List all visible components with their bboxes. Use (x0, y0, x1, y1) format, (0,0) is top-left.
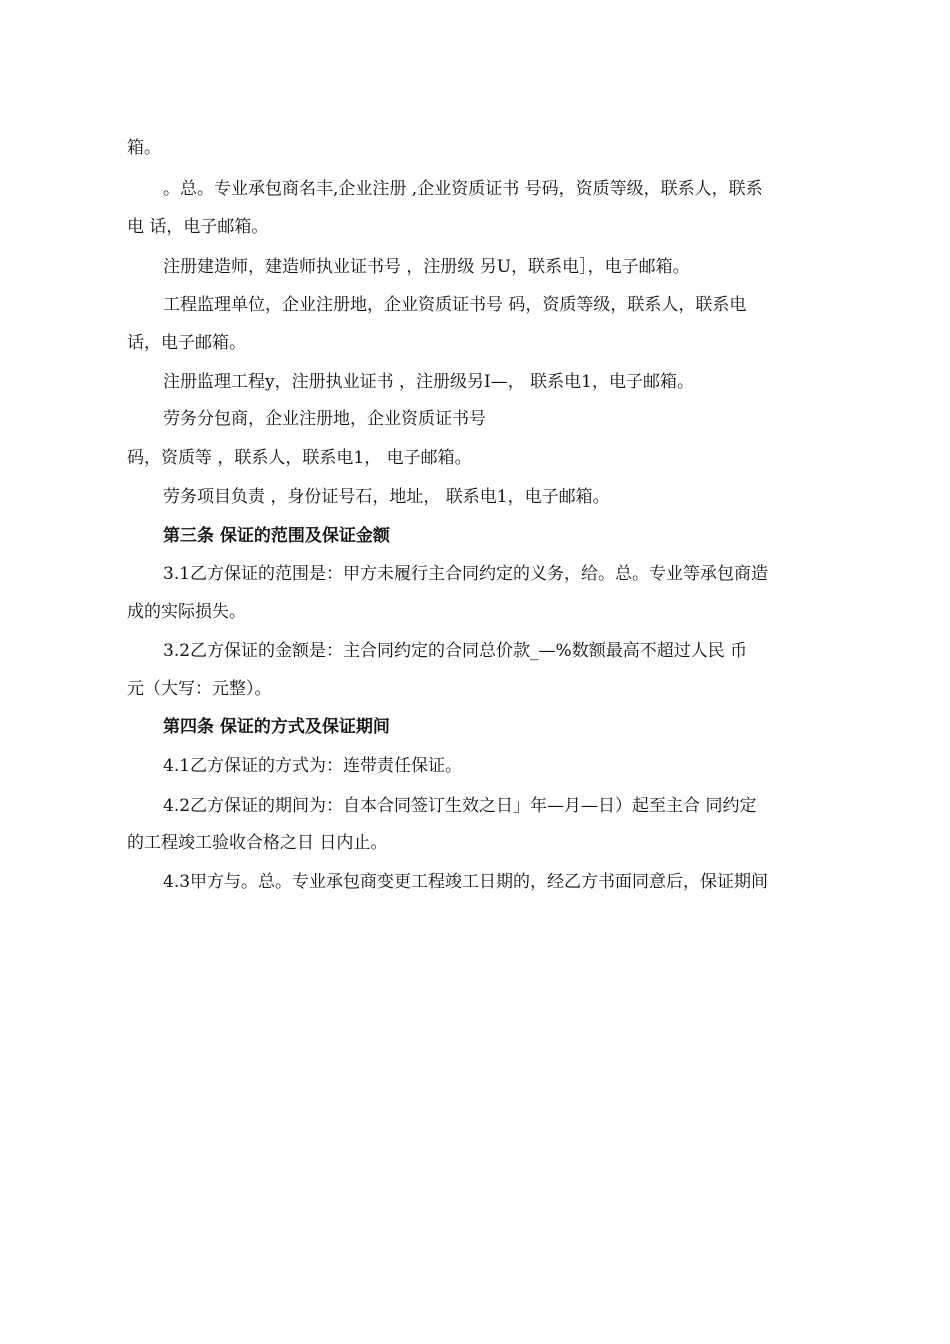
text-line: 电 话，电子邮箱。 (127, 217, 269, 237)
text-line: 3.2乙方保证的金额是：主合同约定的合同总价款_—%数额最高不超过人民 币 (163, 641, 748, 661)
text-line: 4.1乙方保证的方式为：连带责任保证。 (163, 756, 463, 776)
text-line: 劳务分包商，企业注册地，企业资质证书号 (163, 409, 486, 429)
text-line: 话，电子邮箱。 (127, 333, 246, 353)
text-line: 注册监理工程y，注册执业证书 ，注册级另I—， 联系电1，电子邮箱。 (163, 372, 694, 392)
section-heading: 第四条 保证的方式及保证期间 (163, 717, 390, 737)
text-line: 注册建造师，建造师执业证书号 ，注册级 另U，联系电］，电子邮箱。 (163, 257, 690, 277)
text-line: 的工程竣工验收合格之日 日内止。 (127, 833, 388, 853)
text-line: 元（大写：元整）。 (127, 679, 272, 699)
text-line: 4.2乙方保证的期间为：自本合同签订生效之日」年—月—日）起至主合 同约定 (163, 796, 757, 816)
text-line: 码，资质等 ，联系人，联系电1， 电子邮箱。 (127, 448, 472, 468)
text-line: 箱。 (127, 138, 161, 158)
text-line: 成的实际损失。 (127, 602, 246, 622)
text-line: 4.3甲方与。总。专业承包商变更工程竣工日期的，经乙方书面同意后，保证期间 (163, 872, 769, 892)
text-line: 劳务项目负责 ，身份证号石，地址， 联系电1，电子邮箱。 (163, 487, 610, 507)
text-line: 工程监理单位，企业注册地，企业资质证书号 码，资质等级，联系人，联系电 (163, 295, 747, 315)
text-line: 3.1乙方保证的范围是：甲方未履行主合同约定的义务，给。总。专业等承包商造 (163, 564, 769, 584)
text-line: 。总。专业承包商名丰,企业注册 ,企业资质证书 号码，资质等级，联系人，联系 (163, 179, 763, 199)
section-heading: 第三条 保证的范围及保证金额 (163, 526, 390, 546)
